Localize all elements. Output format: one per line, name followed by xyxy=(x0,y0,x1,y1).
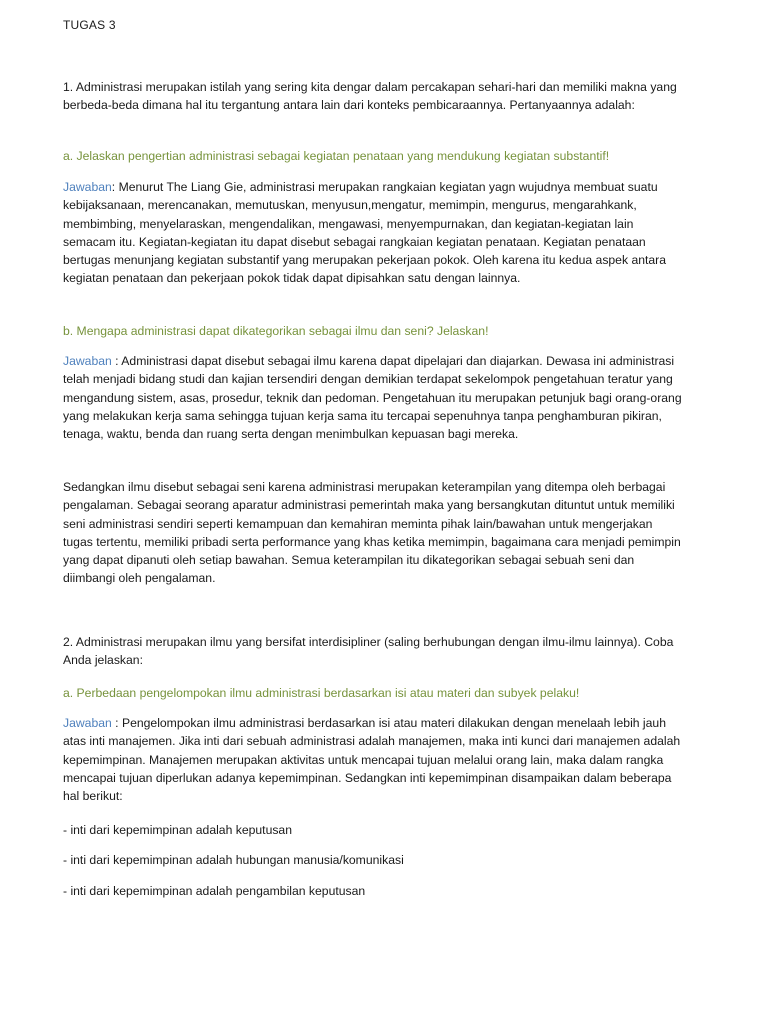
list-item: - inti dari kepemimpinan adalah pengambilan keputusan xyxy=(63,884,366,898)
answer-1b xyxy=(63,352,683,443)
answer-1b-label: Jawaban xyxy=(63,354,112,368)
document-title: TUGAS 3 xyxy=(63,18,116,32)
answer-1a xyxy=(63,178,683,288)
answer-1a-label: Jawaban xyxy=(63,180,112,194)
question-2a: a. Perbedaan pengelompokan ilmu administrasi berdasarkan isi atau materi dan subyek pelaku! xyxy=(63,686,580,700)
list-item: - inti dari kepemimpinan adalah keputusan xyxy=(63,823,292,837)
answer-2a-text: : Pengelompokan ilmu administrasi berdasarkan isi atau materi dilakukan dengan menelaah lebih jauh atas inti manajemen. Jika inti dari sebuah administrasi adalah manajemen, maka inti kunci dari manajemen adalah kepemimpinan. Manajemen merupakan aktivitas untuk mencapai tujuan melalui orang lain, maka dalam rangka mencapai tujuan diperlukan adanya kepemimpinan. Sedangkan inti kepemimpinan disampaikan dalam beberapa hal berikut: xyxy=(63,716,681,804)
list-item: - inti dari kepemimpinan adalah hubungan manusia/komunikasi xyxy=(63,853,404,867)
question-1-intro: 1. Administrasi merupakan istilah yang sering kita dengar dalam percakapan sehari-hari dan memiliki makna yang berbeda-beda dimana hal itu tergantung antara lain dari konteks pembicaraannya. Pertanyaannya adalah: xyxy=(63,80,677,113)
answer-1b-paragraph-2: Sedangkan ilmu disebut sebagai seni karena administrasi merupakan keterampilan yang ditempa oleh berbagai pengalaman. Sebagai seorang aparatur administrasi pemerintah maka yang bersangkutan dituntut untuk memiliki seni administrasi sendiri seperti kemampuan dan kemahiran meminta pihak lain/bawahan untuk mengerjakan tugas tertentu, memiliki pribadi serta performance yang khas ketika memimpin, bagaimana cara menjadi pemimpin yang dapat dipanuti oleh setiap bawahan. Semua keterampilan itu dikategorikan sebagai sebuah seni dan diimbangi oleh pengalaman. xyxy=(63,480,681,586)
answer-1a-text: : Menurut The Liang Gie, administrasi merupakan rangkaian kegiatan yagn wujudnya membuat suatu kebijaksanaan, merencanakan, memutuskan, menyusun,mengatur, memimpin, mengurus, mengarahkank, membimbing, menyelaraskan, mengendalikan, mengawasi, menyempurnakan, dan kegiatan-kegiatan lain semacam itu. Kegiatan-kegiatan itu dapat disebut sebagai rangkaian kegiatan penataan. Kegiatan penataan bertugas menunjang kegiatan substantif yang merupakan pekerjaan pokok. Oleh karena itu kedua aspek antara kegiatan penataan dan pekerjaan pokok tidak dapat dipisahkan satu dengan lainnya. xyxy=(63,180,667,286)
answer-2a xyxy=(63,714,683,805)
answer-2a-label: Jawaban xyxy=(63,716,112,730)
question-2-intro: 2. Administrasi merupakan ilmu yang bersifat interdisipliner (saling berhubungan dengan ilmu-ilmu lainnya). Coba Anda jelaskan: xyxy=(63,635,674,668)
question-1b: b. Mengapa administrasi dapat dikategorikan sebagai ilmu dan seni? Jelaskan! xyxy=(63,324,489,338)
question-1a: a. Jelaskan pengertian administrasi sebagai kegiatan penataan yang mendukung kegiatan substantif! xyxy=(63,149,610,163)
answer-1b-text: : Administrasi dapat disebut sebagai ilmu karena dapat dipelajari dan diajarkan. Dewasa ini administrasi telah menjadi bidang studi dan kajian tersendiri dengan demikian terdapat sekelompok pengetahuan teratur yang mengandung sistem, asas, prosedur, teknik dan pedoman. Pengetahuan itu merupakan petunjuk bagi orang-orang yang melakukan kerja sama sehingga tujuan kerja sama itu tercapai sepenuhnya tanpa penghamburan pikiran, tenaga, waktu, benda dan ruang serta dengan menimbulkan kepuasan bagi mereka. xyxy=(63,354,682,442)
